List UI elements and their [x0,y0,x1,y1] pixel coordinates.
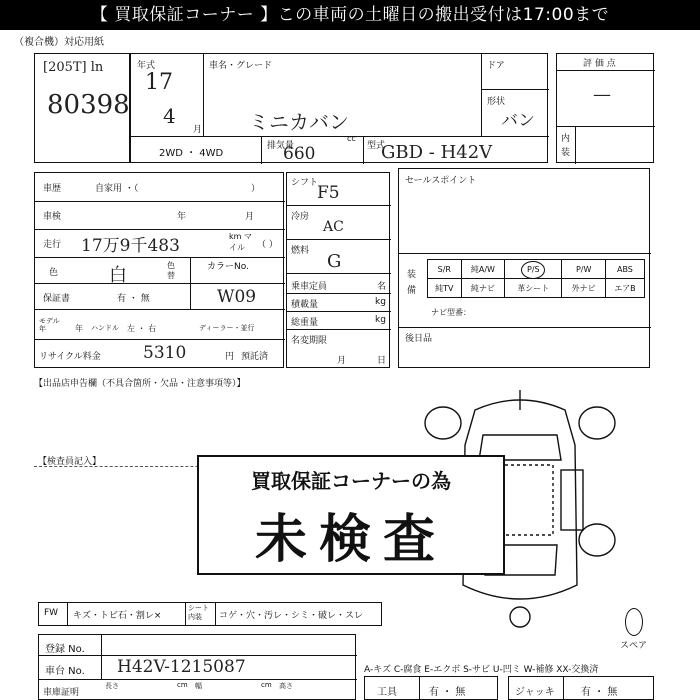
inspection-label: 車検 [43,212,62,222]
tools-value: 有 ・ 無 [429,687,466,698]
shape-value: バン [501,111,535,131]
lot-code: [205T] ln [43,60,104,75]
equipment-label: 装備 [407,270,417,296]
height-label: 高さ [279,682,293,690]
spec-block [286,172,390,368]
interior-label: 内装 [561,134,571,158]
width-label: 幅 [195,682,202,690]
chassis-label: 車台 No. [45,666,85,677]
score-label: 評 価 点 [583,59,616,69]
history-value: 自家用 ・（ [95,184,139,194]
month-unit: 月 [193,125,203,135]
stamp-line2: 未検査 [254,510,447,570]
ac-label: 冷房 [291,212,310,222]
weight-unit: kg [375,315,386,325]
history-close: ） [251,184,261,194]
mileage-paren: （ ） [257,240,278,250]
mileage-value: 17万9千483 [81,236,180,256]
recycle-label: リサイクル料金 [39,352,101,362]
seat-label: シート内装 [188,604,209,621]
lot-number: 80398 [47,90,130,120]
equip-abs: ABS [605,260,644,279]
jack-box [508,676,654,700]
name-change-month: 月 [337,356,347,366]
width-unit: cm [261,681,272,689]
jack-value: 有 ・ 無 [581,687,618,698]
color-change: 色替 [167,261,175,280]
seat-value: コゲ・穴・汚レ・シミ・破レ・スレ [219,611,364,621]
length-label: 長さ [105,682,119,690]
model-label: 型式 [367,141,386,151]
handle-value: 左 ・ 右 [127,324,157,333]
inspection-year-unit: 年 [177,212,187,222]
uninspected-stamp [197,455,505,575]
form-note: （複合機）対応用紙 [14,37,104,48]
capacity-unit: 名 [377,282,387,292]
equip-sr: S/R [428,260,462,279]
stamp-line1: 買取保証コーナーの為 [251,469,451,493]
tools-label: 工具 [377,687,397,698]
displacement-value: 660 [283,144,316,164]
tools-box [364,676,498,700]
score-value: — [593,84,611,105]
inspector-note-label: 【検査員記入】 [38,457,102,467]
registration-block [38,634,356,700]
equip-tv: 純TV [428,279,462,298]
equip-ext-navi: 外ナビ [562,279,605,298]
length-unit: cm [177,681,188,689]
mileage-label: 走行 [43,240,62,250]
fw-value: キズ・トビ石・割レ× [73,611,162,621]
vehicle-top-block [130,53,548,163]
history-label: 車歴 [43,184,62,194]
equip-pw: P/W [562,260,605,279]
color-label: 色 [49,268,59,278]
dealer-value: ディーラー・並行 [199,324,255,332]
handle-label: ハンドル [91,324,119,332]
garage-label: 車庫証明 [43,688,80,698]
header-banner: 【 買取保証コーナー 】この車両の土曜日の搬出受付は17:00まで [0,0,700,30]
later-install-label: 後日品 [405,334,433,344]
recycle-value: 5310 [143,343,187,363]
name-value: ミニカバン [249,110,349,134]
model-value: GBD - H42V [381,142,493,163]
recycle-unit: 円 [225,352,235,362]
fuel-value: G [327,251,342,272]
shape-label: 形状 [487,97,506,107]
weight-label: 総重量 [291,318,319,328]
drive-label: 2WD ・ 4WD [159,148,224,159]
equip-airbag: エアB [605,279,644,298]
shift-label: シフト [291,178,319,188]
color-value: 白 [109,265,127,286]
equip-navi: 純ナビ [461,279,505,298]
score-box [556,53,654,163]
shift-value: F5 [317,183,340,203]
inspection-month-unit: 月 [245,212,255,222]
name-label: 車名・グレード [209,61,273,71]
vehicle-detail-block [34,172,284,368]
model-year-label: モデル年 [39,317,60,333]
spare-tire-icon [625,608,643,636]
year-label: 年式 [137,61,156,71]
sales-block [398,168,650,368]
name-change-label: 名変期限 [291,336,328,346]
door-label: ドア [487,61,505,71]
capacity-label: 乗車定員 [291,282,328,292]
displacement-unit: cc [347,134,356,143]
ac-value: AC [323,219,344,235]
recycle-status: 預託済 [241,352,269,362]
ps-circle-mark [521,261,545,279]
equip-ps: P/S [505,260,562,279]
equip-leather: 革シート [505,279,562,298]
color-code-label: カラーNo. [207,262,249,272]
seller-note-label: 【出品店申告欄（不具合箇所・欠品・注意事項等）】 [34,379,246,389]
month-value: 4 [163,104,176,128]
load-unit: kg [375,297,386,307]
color-code-value: W09 [217,287,257,307]
fw-row [38,602,382,626]
jack-label: ジャッキ [515,687,555,698]
spare-label: スペア [620,641,648,651]
name-change-day: 日 [377,356,387,366]
chassis-value: H42V-1215087 [117,657,246,677]
warranty-label: 保証書 [43,294,71,304]
model-year-unit: 年 [75,324,83,333]
year-value: 17 [145,70,173,95]
registration-label: 登録 No. [45,644,85,655]
sales-point-label: セールスポイント [405,176,477,186]
load-label: 積載量 [291,300,319,310]
damage-legend: A-キズ C-腐食 E-エクボ S-サビ U-凹ミ W-補修 XX-交換済 [364,665,599,675]
mileage-unit: km マイル [229,232,252,252]
lot-id-box [34,53,130,163]
fuel-label: 燃料 [291,246,310,256]
fw-label: FW [44,608,59,618]
warranty-value: 有 ・ 無 [117,294,150,304]
displacement-label: 排気量 [267,141,295,151]
navi-model-label: ナビ型番： [431,308,471,317]
equip-aw: 純A/W [461,260,505,279]
